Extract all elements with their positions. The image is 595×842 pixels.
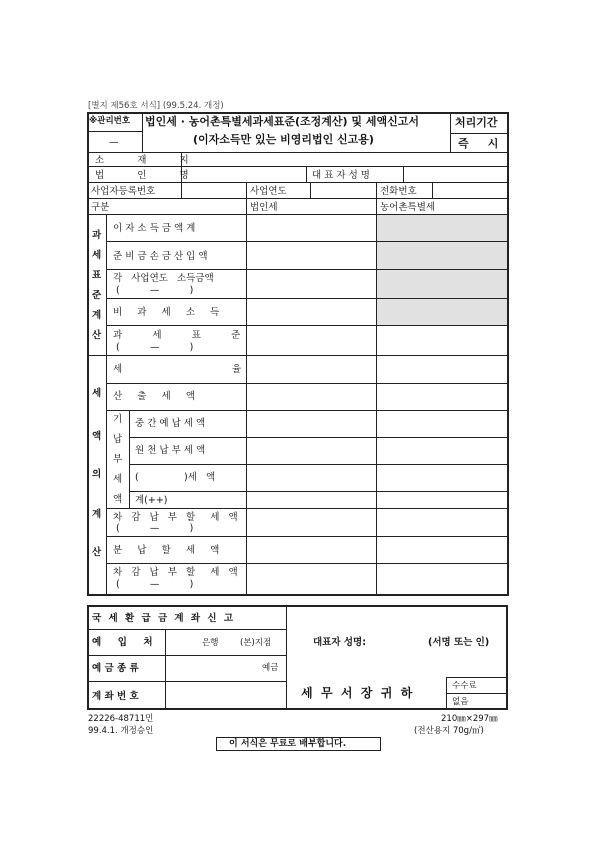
business-registration-label: 사업자등록번호 [91,186,156,197]
shaded-cell [377,215,507,241]
interim-prepayment-label: 중 간 예 납 세 액 [135,418,206,429]
representative-name-label: 대 표 자 성 명 [312,170,370,181]
deposit-type-field[interactable] [166,656,260,680]
paper-type: (전산용지 70g/㎡) [414,726,484,736]
interest-income-total-label: 이 자 소 득 금 액 계 [113,223,196,234]
table-bottom-border [87,594,508,596]
corporation-name-field[interactable] [182,167,305,181]
income-amount-corp-field[interactable] [247,270,375,298]
section2-vchar: 산 [92,547,102,558]
free-distribution-notice-box [216,737,381,751]
other-tax-corp-field[interactable] [247,465,375,491]
prepaid-vchar: 세 [113,474,123,485]
tax-base-rural-field[interactable] [377,326,507,355]
net-payable-2-sub: ( — ) [116,579,194,590]
nontaxable-income-corp-field[interactable] [247,299,375,325]
form-title: 법인세 · 농어촌특별세과세표준(조정계산) 및 세액신고서 [145,115,419,128]
approval-date: 99.4.1. 개정승인 [88,726,154,736]
form-number: 22226-48711민 [88,714,154,724]
deposit-place-label: 예 입 처 [92,637,153,648]
account-number-label: 계 좌 번 호 [92,691,139,702]
tax-base-sub: ( — ) [116,342,194,353]
paper-size: 210㎜×297㎜ [441,714,498,724]
net-payable-sub: ( — ) [116,523,194,534]
shaded-cell [377,270,507,298]
income-amount-label: 각 사업연도 소득금액 [113,273,214,284]
prepaid-vchar: 납 [113,434,123,445]
nontaxable-income-label: 비 과 세 소 득 [113,307,220,318]
net-payable-corp-field[interactable] [247,509,375,536]
prepaid-vchar: 액 [113,494,123,505]
other-tax-label: ( )세 액 [135,472,216,483]
phone-label: 전화번호 [380,186,417,197]
management-number-label: ※관리번호 [89,116,131,126]
section2-vchar: 액 [92,431,102,442]
bank-text: 은행 [202,638,219,648]
deposit-type-label: 예 금 종 류 [92,663,139,674]
category-header: 구분 [91,202,110,213]
tax-rate-rural-field[interactable] [377,356,507,383]
fee-label: 수수료 [452,681,477,691]
account-number-field[interactable] [166,682,285,708]
installment-label: 분 납 할 세 액 [113,545,220,556]
reserve-deduction-corp-field[interactable] [247,242,375,269]
installment-corp-field[interactable] [247,537,375,563]
phone-field[interactable] [433,183,506,197]
address-label: 소 재 지 [95,155,192,166]
prepaid-total-label: 계(++) [135,495,168,506]
section2-vchar: 세 [92,388,102,399]
refund-title: 국 세 환 급 금 계 좌 신 고 [92,613,236,624]
management-number-value: — [109,137,119,148]
tax-rate-label-left: 세 [113,364,123,375]
deposit-text: 예금 [262,663,279,673]
tax-rate-corp-field[interactable] [247,356,375,383]
reserve-deduction-label: 준 비 금 손 금 산 입 액 [113,251,208,262]
section2-vchar: 의 [92,469,102,480]
section1-vchar: 과 [92,230,102,241]
tax-base-corp-field[interactable] [247,326,375,355]
processing-period-label: 처리기간 [455,116,498,129]
section1-vchar: 준 [92,290,102,301]
interim-prepayment-corp-field[interactable] [247,411,375,437]
section1-vchar: 표 [92,270,102,281]
tax-office-addressee: 세 무 서 장 귀 하 [301,686,413,700]
income-amount-sub: ( — ) [116,285,194,296]
business-registration-field[interactable] [182,183,245,197]
calculated-tax-corp-field[interactable] [247,384,375,410]
representative-name-field[interactable] [404,167,506,181]
rural-tax-header: 농어촌특별세 [380,202,436,213]
prepaid-total-corp-field[interactable] [247,492,375,508]
representative-sign-label: 대표자 성명: [313,637,366,648]
corporate-tax-header: 법인세 [250,202,278,213]
branch-text: (본)지점 [240,638,272,648]
section2-vchar: 계 [92,509,102,520]
prepaid-vchar: 기 [113,414,123,425]
shaded-cell [377,299,507,325]
tax-rate-label-right: 율 [232,364,242,375]
signature-note: (서명 또는 인) [428,637,490,648]
form-reference: [별지 제56호 서식] (99.5.24. 개정) [88,101,224,111]
table-top-border [87,112,508,114]
calculated-tax-rural-field[interactable] [377,384,507,410]
net-payable-label: 차 감 납 부 할 세 액 [113,512,238,523]
fiscal-year-label: 사업연도 [250,186,287,197]
net-payable-2-corp-field[interactable] [247,564,375,594]
section1-vchar: 세 [92,250,102,261]
free-distribution-notice: 이 서식은 무료로 배부합니다. [229,739,347,749]
net-payable-2-label: 차 감 납 부 할 세 액 [113,567,238,578]
tax-base-label: 과 세 표 준 [113,330,241,341]
address-field[interactable] [182,153,506,165]
form-subtitle: (이자소득만 있는 비영리법인 신고용) [193,133,374,146]
corporation-name-label: 법 인 명 [95,170,192,181]
fiscal-year-field[interactable] [311,183,375,197]
processing-period-value: 즉 시 [458,137,499,150]
table-right-border [507,112,509,596]
table-left-border [87,112,89,596]
shaded-cell [377,242,507,269]
withholding-corp-field[interactable] [247,438,375,464]
section1-vchar: 계 [92,310,102,321]
withholding-tax-label: 원 천 납 부 세 액 [135,445,206,456]
fee-value: 없음 [452,697,469,707]
prepaid-vchar: 부 [113,454,123,465]
calculated-tax-label: 산 출 세 액 [113,391,196,402]
section1-vchar: 산 [92,330,102,341]
bank-name-field[interactable] [166,630,200,654]
interest-income-corp-field[interactable] [247,215,375,241]
